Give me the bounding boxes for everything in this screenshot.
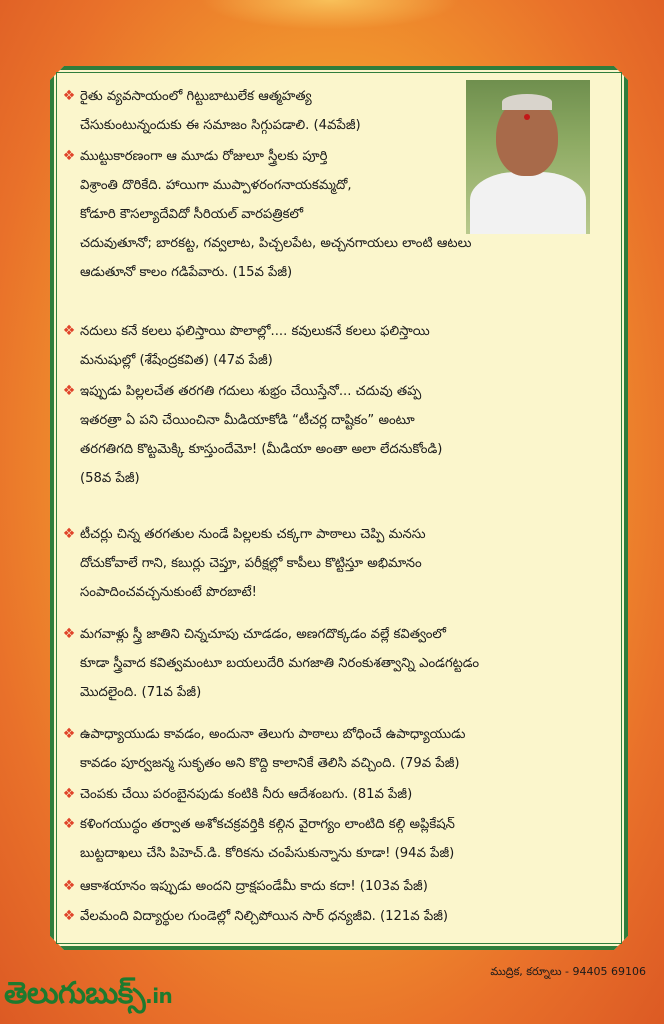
- quote-line: తరగతిగది కొట్టమెక్కి కూస్తుందేమో! (మీడియా అంతా అలా లేదనుకోండి): [80, 442, 443, 457]
- quote-line: ఆడుతూనో కాలం గడిపేవారు. (15వ పేజీ): [80, 265, 293, 280]
- quote-line: సంపాదించవచ్చనుకుంటే పొరబాటే!: [80, 585, 257, 600]
- quote-item: [58, 317, 610, 375]
- quote-item: [58, 780, 610, 809]
- quote-text: [80, 317, 610, 375]
- diamond-bullet-icon: ❖: [62, 88, 76, 104]
- quote-line: చేసుకుంటున్నందుకు ఈ సమాజం సిగ్గుపడాలి. (4వపేజీ): [80, 118, 361, 133]
- diamond-bullet-icon: ❖: [62, 726, 76, 742]
- quote-item: [58, 902, 610, 931]
- quote-line: నదులు కనే కలలు ఫలిస్తాయి పొలాల్లో.... కవులుకనే కలలు ఫలిస్తాయి: [80, 324, 430, 339]
- diamond-bullet-icon: ❖: [62, 323, 76, 339]
- quote-item: [58, 872, 610, 901]
- quote-line: టీచర్లు చిన్న తరగతుల నుండే పిల్లలకు చక్కగా పాఠాలు చెప్పి మనసు: [80, 527, 426, 542]
- diamond-bullet-icon: ❖: [62, 383, 76, 399]
- quote-line: రైతు వ్యవసాయంలో గిట్టుబాటులేక ఆత్మహత్య: [80, 89, 312, 104]
- author-photo: [466, 80, 590, 234]
- quote-line: కూడా స్త్రీవాద కవిత్వమంటూ బయలుదేరి మగజాతి నిరంకుశత్వాన్ని ఎండగట్టడం: [80, 656, 480, 671]
- diamond-bullet-icon: ❖: [62, 148, 76, 164]
- quote-text: [80, 377, 610, 493]
- quote-item: [58, 82, 480, 140]
- quote-text: [80, 902, 610, 931]
- quote-line: మగవాళ్లు స్త్రీ జాతిని చిన్నచూపు చూడడం, అణగదొక్కడం వల్లే కవిత్వంలో: [80, 627, 446, 642]
- quote-item: [58, 377, 610, 493]
- quote-line: చదువుతూనో; బారకట్ట, గవ్వలాట, పిచ్చలపేట, అచ్చనగాయలు లాంటి ఆటలు: [80, 236, 472, 251]
- quote-line: ఉపాధ్యాయుడు కావడం, అందునా తెలుగు పాఠాలు బోధించే ఉపాధ్యాయుడు: [80, 727, 466, 742]
- logo-domain: .in: [145, 984, 173, 1008]
- quote-line: బుట్టదాఖలు చేసి పిహెచ్.డి. కోరికను చంపేసుకున్నాను కూడా! (94వ పేజీ): [80, 846, 455, 861]
- quote-item: [58, 810, 610, 868]
- quote-text: [80, 82, 480, 140]
- diamond-bullet-icon: ❖: [62, 816, 76, 832]
- quote-line: ముట్టుకారణంగా ఆ మూడు రోజులూ స్త్రీలకు పూర్తి: [80, 149, 328, 164]
- quote-text: [80, 872, 610, 901]
- quote-item: [58, 620, 610, 707]
- quote-line: ఇప్పుడు పిల్లలచేత తరగతి గదులు శుభ్రం చేయిస్తేనో... చదువు తప్ప: [80, 384, 422, 399]
- quote-item: [58, 520, 610, 607]
- diamond-bullet-icon: ❖: [62, 878, 76, 894]
- quote-line: కళింగయుద్ధం తర్వాత అశోకచక్రవర్తికి కల్గిన వైరాగ్యం లాంటిది కల్గి అప్లికేషన్: [80, 817, 455, 832]
- quote-line: మొదలైంది. (71వ పేజీ): [80, 685, 202, 700]
- quote-text: [80, 520, 610, 607]
- diamond-bullet-icon: ❖: [62, 526, 76, 542]
- quote-line: వేలమంది విద్యార్థుల గుండెల్లో నిల్చిపోయిన సార్ ధన్యజీవి. (121వ పేజీ): [80, 909, 449, 924]
- diamond-bullet-icon: ❖: [62, 908, 76, 924]
- quote-line: చెంపకు చేయి పరంబైనపుడు కంటికి నీరు ఆదేశంబగు. (81వ పేజీ): [80, 787, 413, 802]
- quote-line: కోడూరి కౌసల్యాదేవిదో సీరియల్ వారపత్రికలో: [80, 207, 304, 222]
- quote-item: [58, 720, 610, 778]
- quote-text: [80, 142, 480, 287]
- printer-note: ముద్రిక, కర్నూలు - 94405 69106: [490, 965, 646, 978]
- quote-line: మనుషుల్లో (శేషేంద్రకవిత) (47వ పేజీ): [80, 353, 273, 368]
- top-glow-decoration: [200, 0, 460, 30]
- quote-line: విశ్రాంతి దొరికేది. హాయిగా ముప్పాళరంగనాయకమ్మదో,: [80, 178, 352, 193]
- quote-text: [80, 810, 610, 868]
- diamond-bullet-icon: ❖: [62, 786, 76, 802]
- diamond-bullet-icon: ❖: [62, 626, 76, 642]
- quote-line: ఇతరత్రా ఏ పని చేయించినా మీడియాకోడి “టీచర్ల దాష్టికం” అంటూ: [80, 413, 415, 428]
- site-logo[interactable]: [4, 976, 172, 1018]
- logo-name: తెలుగుబుక్స్: [4, 976, 146, 1011]
- quote-line: కావడం పూర్వజన్మ సుకృతం అని కొద్ది కాలానికే తెలిసి వచ్చింది. (79వ పేజీ): [80, 756, 460, 771]
- quote-line: దోచుకోవాలే గాని, కబుర్లు చెప్తూ, పరీక్షల్లో కాపీలు కొట్టిస్తూ అభిమానం: [80, 556, 422, 571]
- quote-line: (58వ పేజీ): [80, 471, 140, 486]
- quote-line: ఆకాశయానం ఇప్పుడు అందని ద్రాక్షపండేమీ కాదు కదా! (103వ పేజీ): [80, 879, 428, 894]
- quote-item: [58, 142, 480, 287]
- quote-text: [80, 620, 610, 707]
- quote-text: [80, 780, 610, 809]
- quote-text: [80, 720, 610, 778]
